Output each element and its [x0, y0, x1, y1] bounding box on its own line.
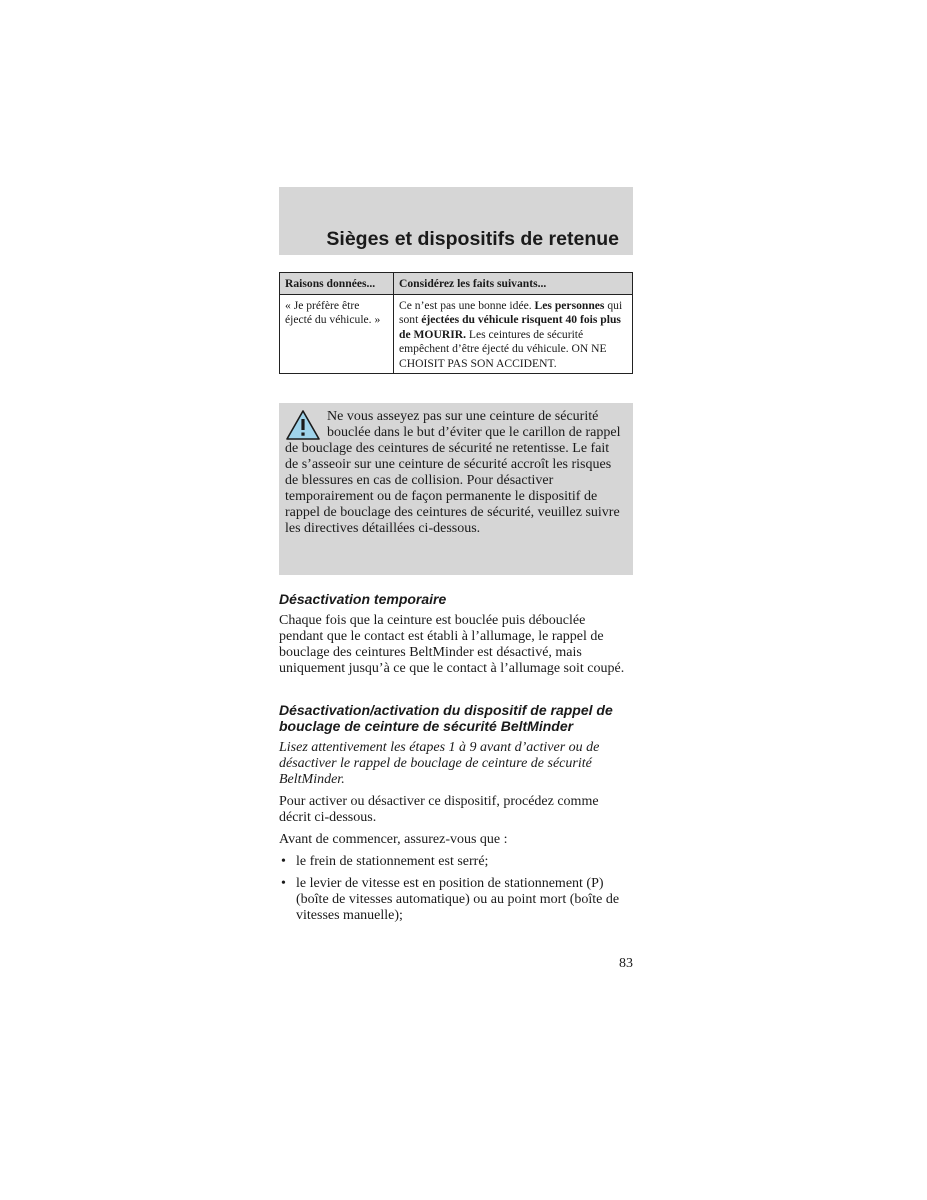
- warning-box: [279, 403, 633, 575]
- reasons-facts-table: [279, 272, 633, 374]
- paragraph: Pour activer ou désactiver ce dispositif, procédez comme décrit ci-dessous.: [279, 794, 599, 825]
- bullet-icon: •: [281, 876, 286, 891]
- warning-triangle-icon: [285, 409, 321, 441]
- page-title: Sièges et dispositifs de retenue: [326, 228, 619, 250]
- warning-text-block: [285, 409, 625, 537]
- table-header-row: [280, 273, 633, 295]
- fact-text: Ce n’est pas une bonne idée.: [399, 298, 535, 312]
- list-item: [279, 876, 633, 924]
- fact-bold-text: éjectées du véhicule risquent 40 fois plus de MOURIR.: [399, 313, 621, 341]
- warning-text: Ne vous asseyez pas sur une ceinture de sécurité bouclée dans le but d’éviter que le carillon de rappel de bouclage des ceintures de sécurité ne retentisse. Le fait de s’asseoir sur une ceinture de sécurité accroît les risques de blessures en cas de collision. Pour désactiver temporairement ou de façon permanente le dispositif de rappel de bouclage des ceintures de sécurité, veuillez suivre les directives détaillées ci-dessous.: [285, 409, 621, 536]
- section-heading: Désactivation temporaire: [279, 591, 447, 607]
- list-item: [279, 854, 633, 870]
- table-row: [280, 294, 633, 373]
- column-header-reasons: Raisons données...: [280, 273, 394, 295]
- header-band: [279, 187, 633, 255]
- list-item-text: le levier de vitesse est en position de stationnement (P) (boîte de vitesses automatique) ou au point mort (boîte de vitesses manuelle);: [296, 876, 620, 923]
- permanent-deactivation-section: [279, 702, 633, 924]
- paragraph: Avant de commencer, assurez-vous que :: [279, 832, 508, 847]
- italic-paragraph: Lisez attentivement les étapes 1 à 9 avant d’activer ou de désactiver le rappel de bouclage de ceinture de sécurité BeltMinder.: [279, 740, 600, 787]
- reason-cell: « Je préfère être éjecté du véhicule. »: [280, 294, 394, 373]
- paragraph: Chaque fois que la ceinture est bouclée puis débouclée pendant que le contact est établi à l’allumage, le rappel de bouclage des ceintures BeltMinder est désactivé, mais uniquement jusqu’à ce que le contact à l’allumage soit coupé.: [279, 613, 625, 676]
- fact-cell: [394, 294, 633, 373]
- temporary-deactivation-section: [279, 591, 633, 677]
- fact-text: qui sont: [399, 298, 623, 327]
- column-header-facts: Considérez les faits suivants...: [394, 273, 633, 295]
- fact-text: Les ceintures de sécurité empêchent d’être éjecté du véhicule. ON NE CHOISIT PAS SON ACCIDENT.: [399, 327, 607, 370]
- list-item-text: le frein de stationnement est serré;: [296, 854, 489, 869]
- page-number: 83: [619, 956, 633, 971]
- bullet-icon: •: [281, 854, 286, 869]
- fact-bold-text: Les personnes: [534, 298, 605, 312]
- section-heading: Désactivation/activation du dispositif de rappel de bouclage de ceinture de sécurité BeltMinder: [279, 702, 613, 734]
